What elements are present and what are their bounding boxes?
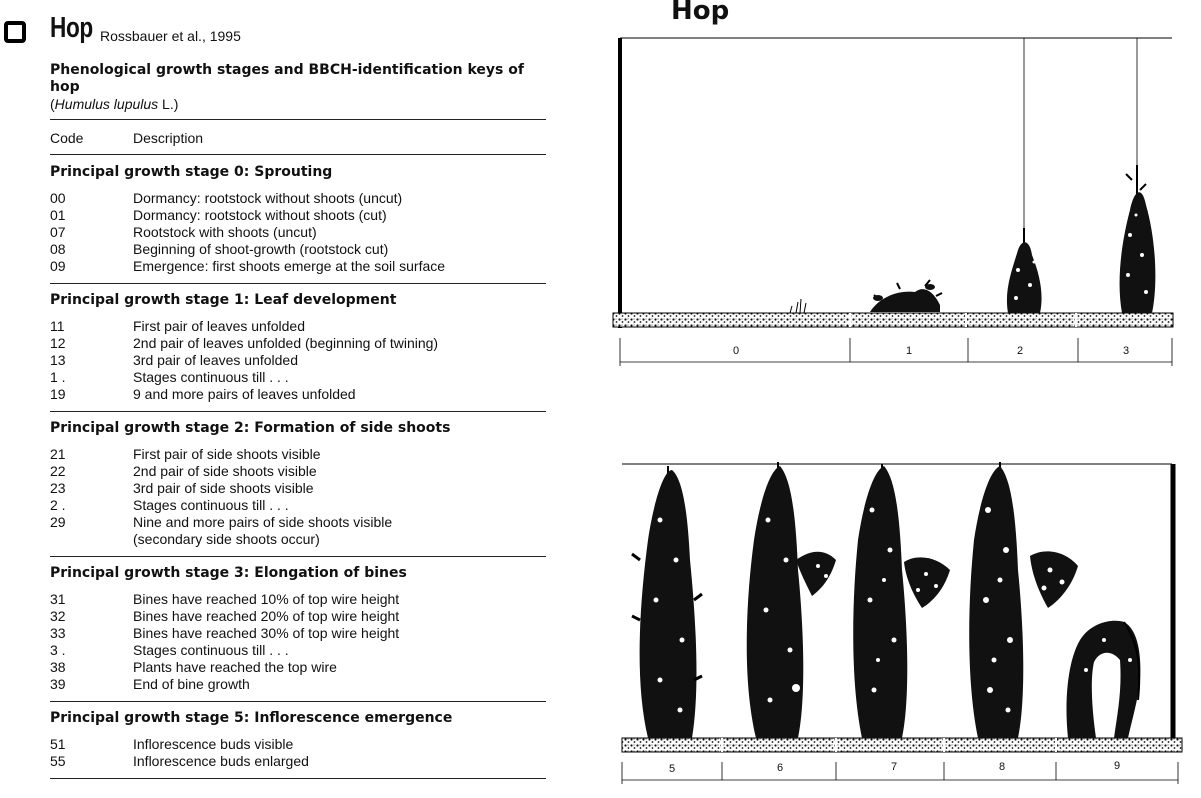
bottom-panel: [622, 462, 1182, 784]
stage-description: Nine and more pairs of side shoots visible: [133, 514, 393, 530]
document-heading: Phenological growth stages and BBCH-identification keys of hop: [50, 62, 524, 95]
stage-label: 3: [1123, 345, 1130, 357]
stage-code: 38: [50, 659, 66, 675]
stage-description: End of bine growth: [133, 676, 250, 692]
stage-code: 21: [50, 446, 66, 462]
stage-description: Inflorescence buds visible: [133, 736, 294, 752]
stage-description: Rootstock with shoots (uncut): [133, 224, 317, 240]
stage-code: 51: [50, 736, 66, 752]
stage-heading: Principal growth stage 1: Leaf development: [50, 292, 397, 308]
stage-description: Stages continuous till . . .: [133, 369, 289, 385]
stage-label: 0: [733, 345, 740, 357]
stage-description: Emergence: first shoots emerge at the soil surface: [133, 258, 446, 274]
stage-code: 3 .: [50, 642, 66, 658]
latin-italic: Humulus lupulus: [54, 96, 159, 112]
plant-stage-0: [790, 299, 806, 313]
plant-stage-2: [1007, 228, 1042, 313]
stage-label: 8: [999, 761, 1006, 773]
stage-code: 33: [50, 625, 66, 641]
stage-code: 19: [50, 386, 66, 402]
stage-heading: Principal growth stage 0: Sprouting: [50, 164, 333, 180]
stage-code: 13: [50, 352, 66, 368]
stage-scale-top: [620, 338, 1172, 366]
latin-open: (: [50, 96, 55, 112]
plant-stage-8: [969, 462, 1078, 738]
stage-code: 23: [50, 480, 66, 496]
stage-description: Plants have reached the top wire: [133, 659, 337, 675]
column-header-code: Code: [50, 130, 84, 146]
stage-description: Beginning of shoot-growth (rootstock cut): [133, 241, 389, 257]
stage-code: 01: [50, 207, 66, 223]
stage-description: Inflorescence buds enlarged: [133, 753, 309, 769]
stage-code: 31: [50, 591, 66, 607]
stage-description: Bines have reached 20% of top wire height: [133, 608, 400, 624]
stage-label: 2: [1017, 345, 1024, 357]
column-header-description: Description: [133, 130, 204, 146]
top-panel: [613, 38, 1173, 366]
stage-heading: Principal growth stage 3: Elongation of bines: [50, 565, 407, 581]
stage-code: 39: [50, 676, 66, 692]
stage-description: Bines have reached 30% of top wire height: [133, 625, 400, 641]
stage-code: 1 .: [50, 369, 66, 385]
stage-label: 9: [1114, 760, 1121, 772]
stage-code: 11: [50, 318, 65, 334]
stage-description: Bines have reached 10% of top wire height: [133, 591, 400, 607]
plant-stage-1: [870, 280, 942, 312]
soil-strip: [613, 313, 1173, 327]
stage-description: Stages continuous till . . .: [133, 497, 289, 513]
plant-stage-3: [1120, 165, 1156, 313]
stage-code: 22: [50, 463, 66, 479]
stage-description: First pair of side shoots visible: [133, 446, 321, 462]
stage-code: 55: [50, 753, 66, 769]
stage-code: 07: [50, 224, 66, 240]
stage-description: First pair of leaves unfolded: [133, 318, 305, 334]
citation: Rossbauer et al., 1995: [100, 28, 241, 44]
stage-description: Stages continuous till . . .: [133, 642, 289, 658]
stage-heading: Principal growth stage 5: Inflorescence emergence: [50, 710, 453, 726]
stage-description: 2nd pair of side shoots visible: [133, 463, 317, 479]
plant-stage-9: [1067, 621, 1141, 738]
stage-description: 2nd pair of leaves unfolded (beginning of twining): [133, 335, 439, 351]
stage-code: 12: [50, 335, 66, 351]
stage-label: 6: [777, 762, 784, 774]
page-title: Hop: [50, 12, 93, 44]
stage-code: 08: [50, 241, 66, 257]
figure-title: Hop: [671, 0, 730, 26]
stage-scale-bottom: [622, 762, 1178, 784]
stage-description: 9 and more pairs of leaves unfolded: [133, 386, 356, 402]
stage-code: 2 .: [50, 497, 66, 513]
stage-label: 5: [669, 763, 676, 775]
stage-description: Dormancy: rootstock without shoots (cut): [133, 207, 387, 223]
stage-code: 29: [50, 514, 66, 530]
stage-description: 3rd pair of side shoots visible: [133, 480, 314, 496]
stage-heading: Principal growth stage 2: Formation of side shoots: [50, 420, 451, 436]
stage-label: 1: [906, 345, 913, 357]
stage-code: 32: [50, 608, 66, 624]
plant-stage-6: [747, 462, 836, 738]
stage-code: 09: [50, 258, 66, 274]
stage-description: 3rd pair of leaves unfolded: [133, 352, 298, 368]
soil-strip: [622, 738, 1182, 752]
stage-description: Dormancy: rootstock without shoots (uncut): [133, 190, 403, 206]
stage-label: 7: [891, 761, 898, 773]
latin-close: L.): [158, 96, 179, 112]
stage-description: (secondary side shoots occur): [133, 531, 320, 547]
plant-stage-5: [632, 466, 702, 738]
plant-stage-7: [853, 464, 950, 738]
stage-code: 00: [50, 190, 66, 206]
